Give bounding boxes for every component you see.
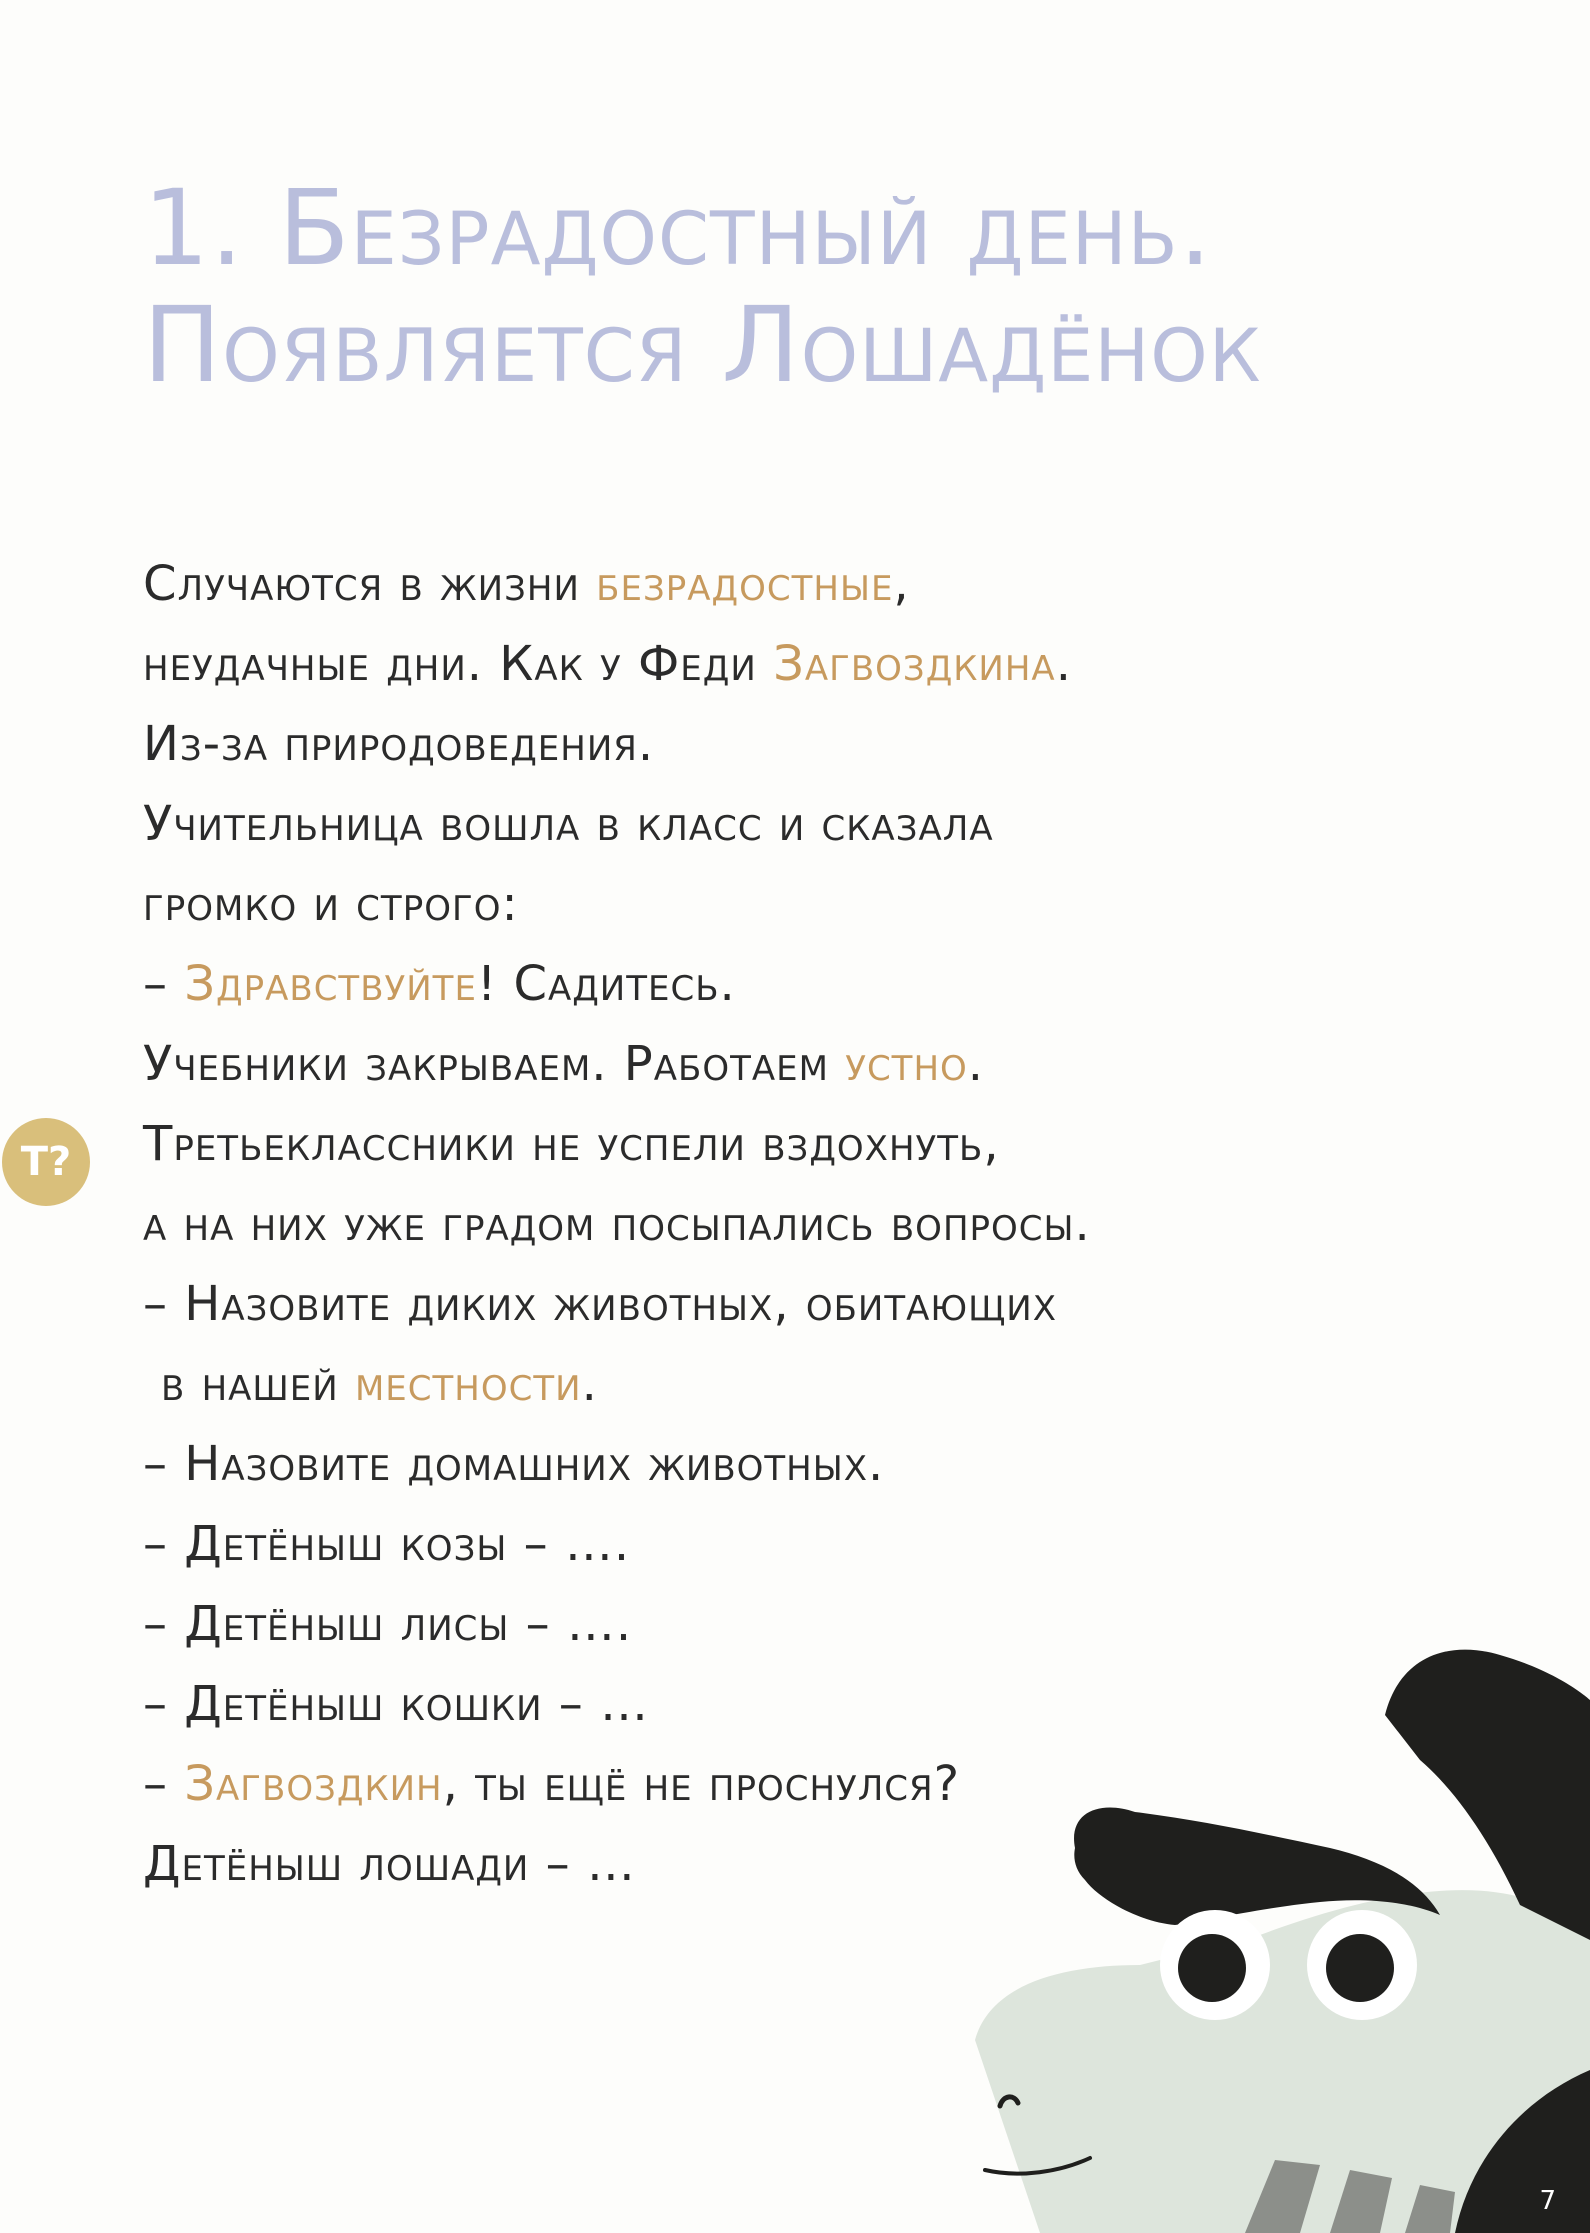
page-number: 7 (1539, 2186, 1556, 2216)
text-segment: Третьеклассники не успели вздохнуть, (143, 1116, 1000, 1172)
question-badge-icon: Т? (2, 1118, 90, 1206)
text-line (143, 544, 1403, 624)
text-line (143, 1584, 1403, 1664)
text-line (143, 864, 1403, 944)
chapter-title-line-2: Появляется Лошадёнок (143, 284, 1262, 406)
text-line (143, 1344, 1403, 1424)
text-segment: Случаются в жизни (143, 556, 597, 612)
text-segment: – Детёныш кошки – … (143, 1676, 650, 1732)
text-segment: , ты ещё не проснулся? (442, 1756, 961, 1812)
text-line (143, 1504, 1403, 1584)
chapter-title-line-1: 1. Безрадостный день. (143, 167, 1213, 289)
text-segment: громко и строго: (143, 876, 519, 932)
chapter-title (143, 167, 1262, 406)
text-segment: в нашей (161, 1356, 355, 1412)
text-segment: . (967, 1036, 985, 1092)
text-line (143, 1824, 1403, 1904)
text-segment: , (893, 556, 910, 612)
keyword-word: устно (845, 1036, 968, 1092)
text-segment: – (143, 1756, 185, 1812)
text-line (143, 1744, 1403, 1824)
text-line (143, 624, 1403, 704)
text-line (143, 1024, 1403, 1104)
text-segment: . (581, 1356, 598, 1412)
text-line (143, 1424, 1403, 1504)
text-segment: Учительница вошла в класс и сказала (143, 796, 994, 852)
keyword-word: безрадостные (596, 556, 894, 612)
text-segment: Учебники закрываем. Работаем (143, 1036, 846, 1092)
text-segment: – (143, 956, 185, 1012)
text-segment: – Детёныш козы – …. (143, 1516, 631, 1572)
text-segment: – Назовите домашних животных. (143, 1436, 885, 1492)
text-line (143, 944, 1403, 1024)
keyword-word: Загвоздкин (184, 1756, 443, 1812)
text-line (143, 1184, 1403, 1264)
text-segment: Детёныш лошади – … (143, 1836, 636, 1892)
story-text (143, 544, 1403, 1904)
text-segment: – Назовите диких животных, обитающих (143, 1276, 1058, 1332)
text-segment: неудачные дни. Как у Феди (143, 636, 774, 692)
text-line (143, 1104, 1403, 1184)
text-line (143, 1664, 1403, 1744)
text-line (143, 1264, 1403, 1344)
text-line (143, 704, 1403, 784)
text-segment: а на них уже градом посыпались вопросы. (143, 1196, 1091, 1252)
keyword-word: Здравствуйте (184, 956, 477, 1012)
text-line (143, 784, 1403, 864)
pony-eye-left-pupil (1178, 1934, 1246, 2002)
text-segment: ! Садитесь. (476, 956, 736, 1012)
keyword-word: Загвоздкина (773, 636, 1056, 692)
text-segment: – Детёныш лисы – …. (143, 1596, 633, 1652)
keyword-word: местности (354, 1356, 582, 1412)
text-segment: Из-за природоведения. (143, 716, 655, 772)
text-segment: . (1055, 636, 1072, 692)
pony-eye-right-pupil (1326, 1934, 1394, 2002)
